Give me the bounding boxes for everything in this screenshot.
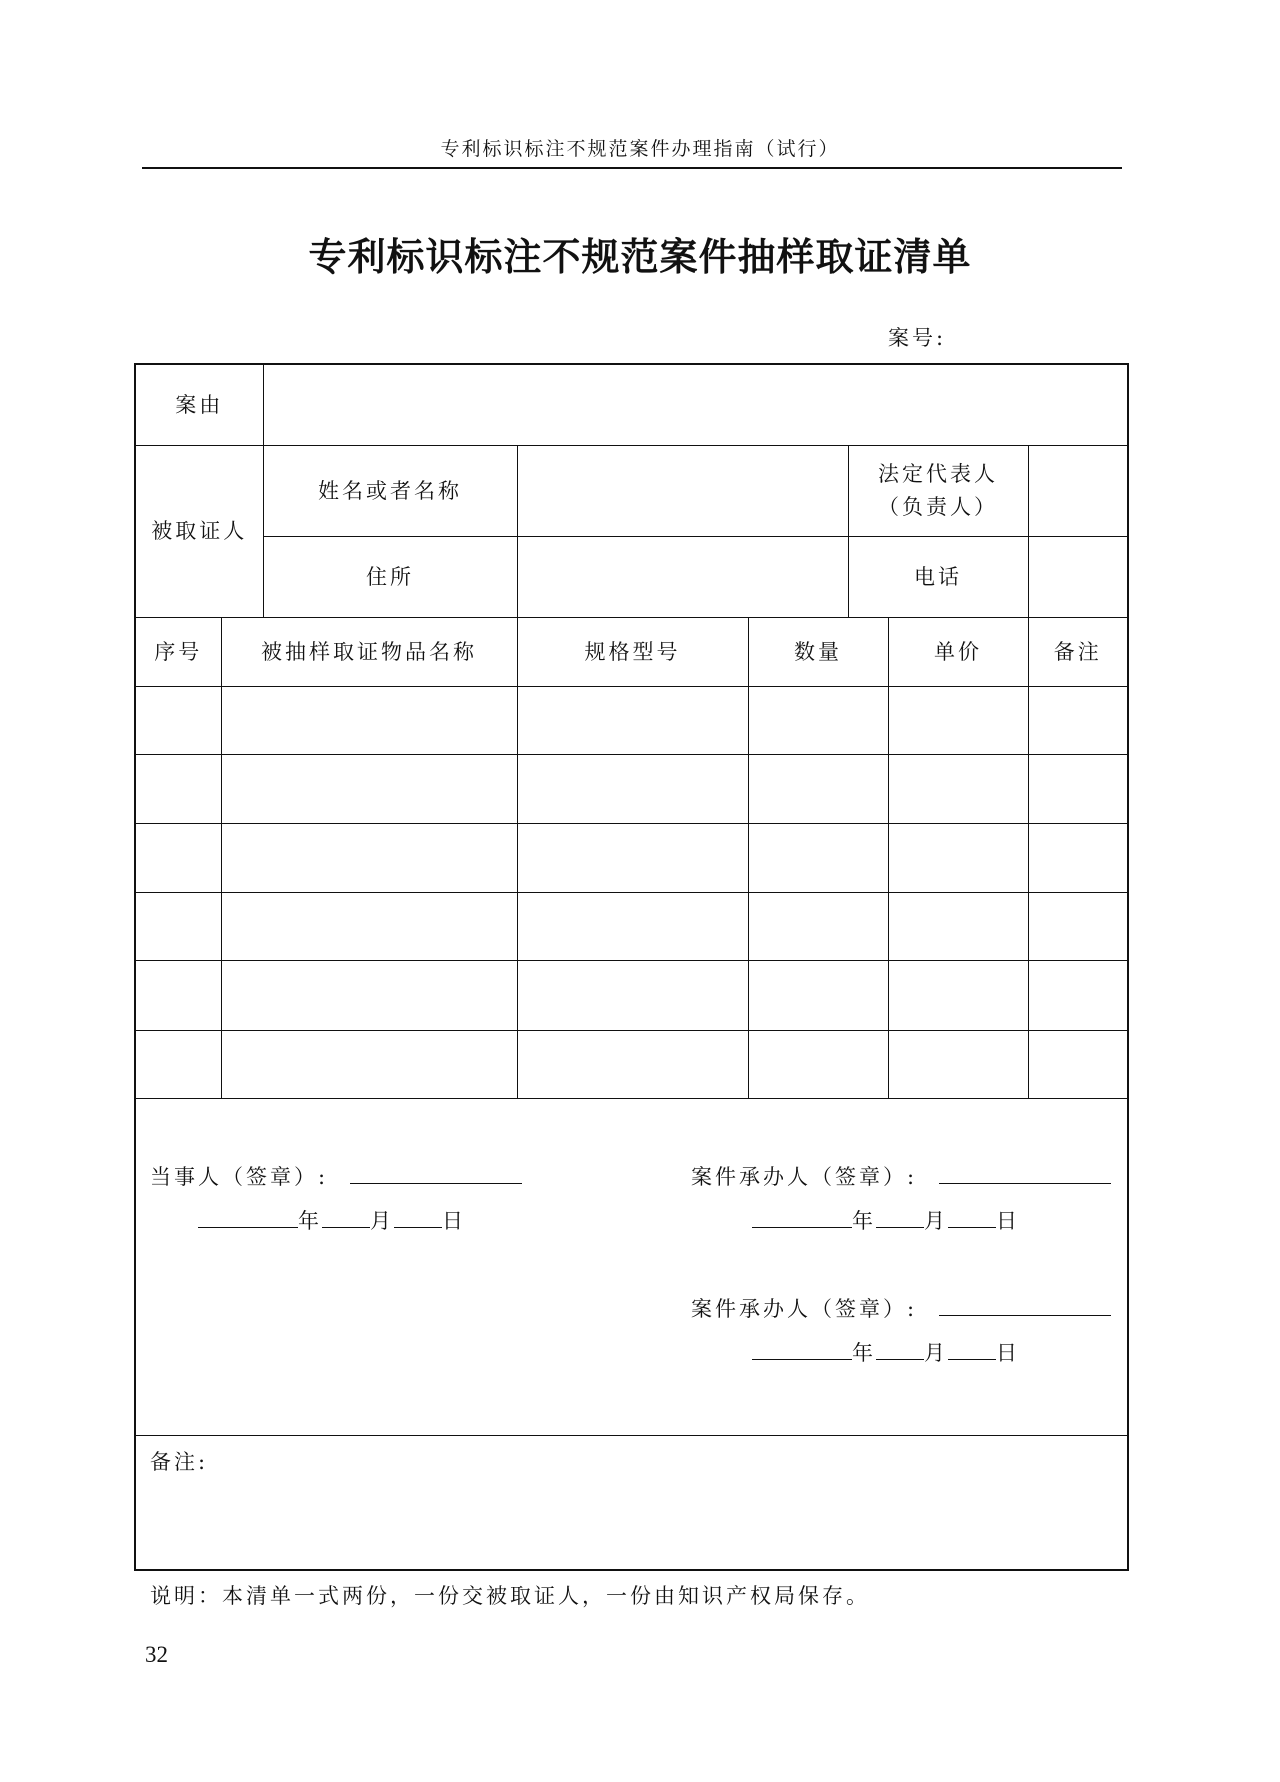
handler-year-label: 年 [852,1209,876,1234]
party-signature-label: 当事人（签章）: [150,1165,329,1190]
handler-year-line[interactable] [752,1209,852,1228]
handler-signature-label: 案件承办人（签章）: [691,1165,918,1190]
legal-rep-label-line1: 法定代表人 [878,462,998,487]
party-year-label: 年 [298,1209,322,1234]
table-row [135,892,1128,960]
row-cell-unit-price[interactable] [888,823,1028,892]
party-day-line[interactable] [394,1209,442,1228]
table-row [135,1030,1128,1098]
table-row [135,686,1128,754]
row-cell-remark[interactable] [1028,1030,1128,1098]
legal-rep-label [848,446,1028,537]
handler-day-line[interactable] [948,1341,996,1360]
row-cell-remark[interactable] [1028,823,1128,892]
handler-year-label: 年 [852,1341,876,1366]
row-cell-item-name[interactable] [221,686,517,754]
col-header-quantity: 数量 [748,618,888,686]
table-row [135,961,1128,1030]
case-reason-row [135,364,1128,446]
remarks-row [135,1435,1128,1570]
party-date [198,1205,466,1238]
address-label: 住所 [263,536,517,618]
row-cell-unit-price[interactable] [888,892,1028,960]
row-cell-item-name[interactable] [221,1030,517,1098]
party-signature-line[interactable] [350,1165,522,1184]
row-cell-spec[interactable] [517,1030,748,1098]
items-header-row [135,618,1128,686]
row-cell-item-name[interactable] [221,755,517,823]
row-cell-remark[interactable] [1028,686,1128,754]
row-cell-quantity[interactable] [748,1030,888,1098]
row-cell-remark[interactable] [1028,961,1128,1030]
phone-label: 电话 [848,536,1028,618]
row-cell-item-name[interactable] [221,961,517,1030]
phone-field[interactable] [1028,536,1128,618]
party-month-line[interactable] [322,1209,370,1228]
remarks-label: 备注: [150,1449,209,1474]
party-day-label: 日 [442,1209,466,1234]
handler-month-line[interactable] [876,1209,924,1228]
row-cell-index[interactable] [135,892,221,960]
row-cell-unit-price[interactable] [888,1030,1028,1098]
case-reason-label: 案由 [135,364,263,446]
row-cell-quantity[interactable] [748,755,888,823]
handler-month-line[interactable] [876,1341,924,1360]
handler-signature-line[interactable] [939,1165,1111,1184]
row-cell-index[interactable] [135,1030,221,1098]
signature-section [135,1099,1128,1435]
row-cell-index[interactable] [135,823,221,892]
row-cell-spec[interactable] [517,755,748,823]
case-reason-field[interactable] [263,364,1128,446]
handler-signature-2 [691,1293,1111,1326]
col-header-index: 序号 [135,618,221,686]
footnote: 说明：本清单一式两份，一份交被取证人，一份由知识产权局保存。 [150,1584,870,1608]
party-signature [150,1161,522,1194]
signature-row [135,1099,1128,1435]
row-cell-spec[interactable] [517,823,748,892]
row-cell-item-name[interactable] [221,892,517,960]
handler-year-line[interactable] [752,1341,852,1360]
row-cell-spec[interactable] [517,892,748,960]
handler-month-label: 月 [924,1341,948,1366]
table-row [135,823,1128,892]
row-cell-item-name[interactable] [221,823,517,892]
handler-day-label: 日 [996,1341,1020,1366]
subject-label: 被取证人 [135,446,263,618]
handler-signature-line[interactable] [939,1297,1111,1316]
row-cell-quantity[interactable] [748,686,888,754]
remarks-field[interactable] [135,1435,1128,1570]
row-cell-unit-price[interactable] [888,686,1028,754]
row-cell-index[interactable] [135,686,221,754]
row-cell-quantity[interactable] [748,892,888,960]
handler-date-1 [752,1205,1020,1238]
handler-month-label: 月 [924,1209,948,1234]
col-header-spec: 规格型号 [517,618,748,686]
handler-signature-label: 案件承办人（签章）: [691,1297,918,1322]
case-number-label: 案号: [888,326,947,350]
row-cell-unit-price[interactable] [888,755,1028,823]
subject-name-row [135,446,1128,537]
table-row [135,755,1128,823]
row-cell-remark[interactable] [1028,892,1128,960]
subject-address-row [135,536,1128,618]
legal-rep-field[interactable] [1028,446,1128,537]
row-cell-quantity[interactable] [748,961,888,1030]
party-year-line[interactable] [198,1209,298,1228]
row-cell-spec[interactable] [517,961,748,1030]
legal-rep-label-line2: （负责人） [878,494,998,519]
handler-day-label: 日 [996,1209,1020,1234]
document-title: 专利标识标注不规范案件抽样取证清单 [308,235,972,279]
col-header-remark: 备注 [1028,618,1128,686]
party-month-label: 月 [370,1209,394,1234]
name-label: 姓名或者名称 [263,446,517,537]
row-cell-spec[interactable] [517,686,748,754]
row-cell-remark[interactable] [1028,755,1128,823]
row-cell-quantity[interactable] [748,823,888,892]
handler-date-2 [752,1337,1020,1370]
page-number: 32 [145,1642,168,1667]
running-header: 专利标识标注不规范案件办理指南（试行） [440,138,840,160]
handler-day-line[interactable] [948,1209,996,1228]
evidence-form-table [134,363,1129,1571]
row-cell-unit-price[interactable] [888,961,1028,1030]
header-rule [142,167,1122,169]
col-header-item-name: 被抽样取证物品名称 [221,618,517,686]
name-field[interactable] [517,446,848,537]
row-cell-index[interactable] [135,961,221,1030]
col-header-unit-price: 单价 [888,618,1028,686]
handler-signature-1 [691,1161,1111,1194]
row-cell-index[interactable] [135,755,221,823]
address-field[interactable] [517,536,848,618]
